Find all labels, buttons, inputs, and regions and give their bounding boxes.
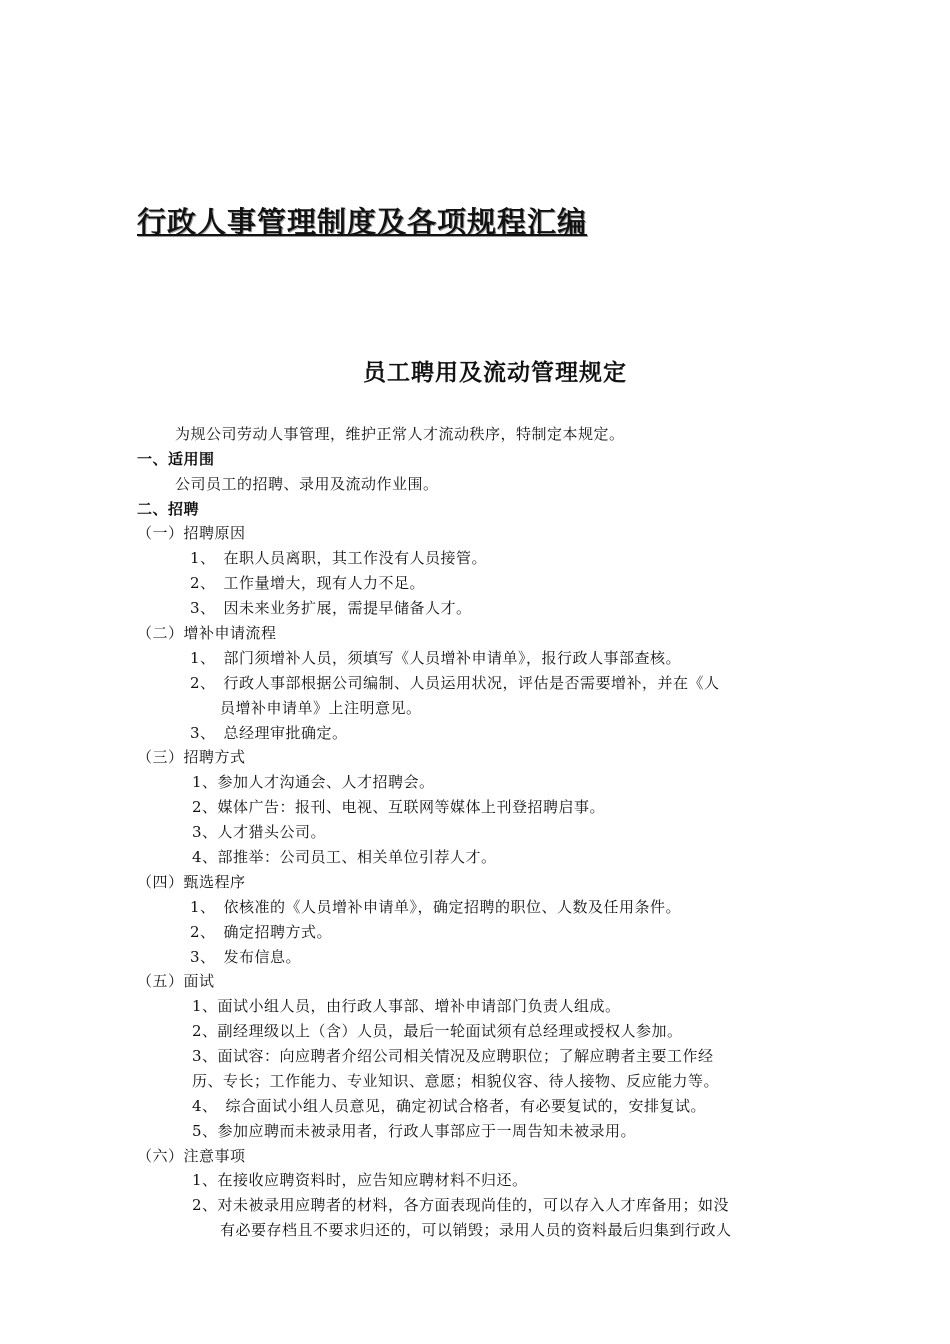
- list-item: 2、对未被录用应聘者的材料，各方面表现尚佳的，可以存入人才库备用；如没: [192, 1196, 730, 1214]
- subheading-interview: （五）面试: [137, 972, 215, 990]
- list-item: 4、部推举：公司员工、相关单位引荐人才。: [192, 848, 497, 866]
- subheading-methods: （三）招聘方式: [137, 748, 246, 766]
- list-item: 1、在接收应聘资料时，应告知应聘材料不归还。: [192, 1171, 528, 1189]
- list-item: 1、 依核准的《人员增补申请单》，确定招聘的职位、人数及任用条件。: [190, 898, 682, 916]
- list-item: 2、副经理级以上（含）人员，最后一轮面试须有总经理或授权人参加。: [192, 1022, 683, 1040]
- list-item: 2、 工作量增大，现有人力不足。: [190, 574, 426, 592]
- list-item: 3、 总经理审批确定。: [190, 724, 348, 742]
- subheading-selection: （四）甄选程序: [137, 873, 246, 891]
- list-item: 1、 部门须增补人员，须填写《人员增补申请单》，报行政人事部查核。: [190, 649, 682, 667]
- list-item-continued: 历、专长；工作能力、专业知识、意愿；相貌仪容、待人接物、反应能力等。: [192, 1072, 720, 1090]
- list-item-continued: 员增补申请单》上注明意见。: [220, 699, 422, 717]
- subheading-reasons: （一）招聘原因: [137, 524, 246, 542]
- heading-scope: 一、适用围: [137, 450, 215, 468]
- list-item: 1、面试小组人员，由行政人事部、增补申请部门负责人组成。: [192, 997, 621, 1015]
- document-title: 行政人事管理制度及各项规程汇编: [137, 205, 588, 239]
- list-item: 1、参加人才沟通会、人才招聘会。: [192, 773, 435, 791]
- subheading-notes: （六）注意事项: [137, 1147, 246, 1165]
- list-item: 2、 行政人事部根据公司编制、人员运用状况，评估是否需要增补，并在《人: [190, 674, 720, 692]
- list-item: 3、 因未来业务扩展，需提早储备人才。: [190, 599, 472, 617]
- list-item: 3、人才猎头公司。: [192, 823, 327, 841]
- intro-paragraph: 为规公司劳动人事管理，维护正常人才流动秩序，特制定本规定。: [175, 425, 625, 443]
- list-item: 2、 确定招聘方式。: [190, 923, 333, 941]
- scope-text: 公司员工的招聘、录用及流动作业围。: [175, 475, 439, 493]
- list-item: 2、媒体广告：报刊、电视、互联网等媒体上刊登招聘启事。: [192, 798, 606, 816]
- section-title: 员工聘用及流动管理规定: [363, 360, 627, 386]
- heading-recruitment: 二、招聘: [137, 500, 200, 518]
- list-item: 3、面试容：向应聘者介绍公司相关情况及应聘职位；了解应聘者主要工作经: [192, 1047, 714, 1065]
- list-item: 5、参加应聘而未被录用者，行政人事部应于一周告知未被录用。: [192, 1122, 637, 1140]
- list-item: 4、 综合面试小组人员意见，确定初试合格者，有必要复试的，安排复试。: [192, 1097, 707, 1115]
- list-item-continued: 有必要存档且不要求归还的，可以销毁；录用人员的资料最后归集到行政人: [220, 1221, 732, 1239]
- subheading-request-process: （二）增补申请流程: [137, 624, 277, 642]
- list-item: 3、 发布信息。: [190, 948, 302, 966]
- list-item: 1、 在职人员离职，其工作没有人员接管。: [190, 549, 488, 567]
